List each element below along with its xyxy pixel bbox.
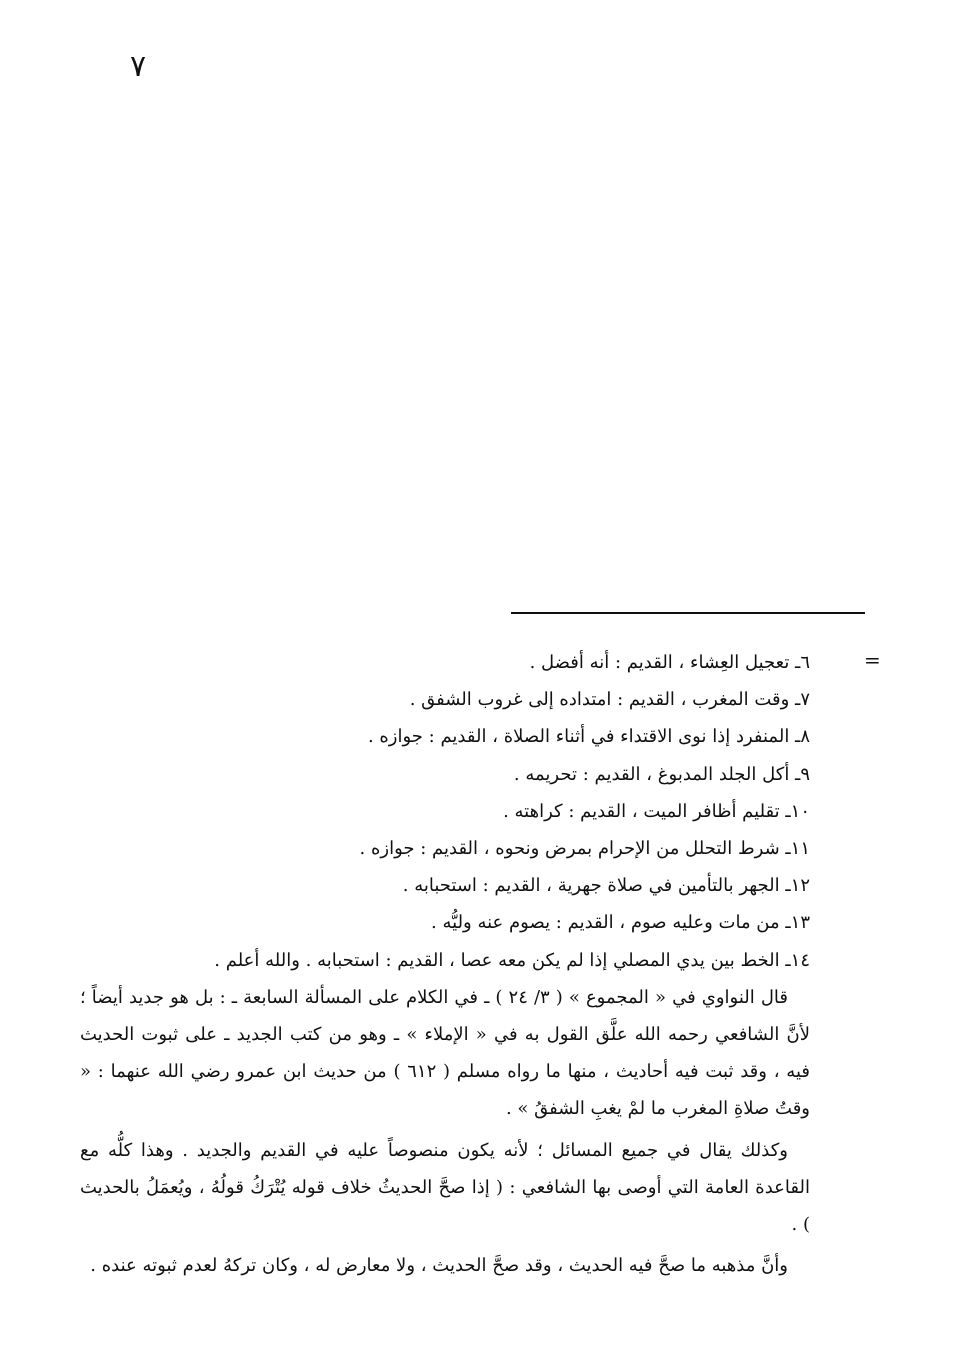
footnote-block <box>80 644 810 1284</box>
page-number: ٧ <box>130 49 147 84</box>
list-item: ٦ـ تعجيل العِشاء ، القديم : أنه أفضل . <box>529 652 810 673</box>
conclusion-paragraph: وأنَّ مذهبه ما صحَّ فيه الحديث ، وقد صحَّ الحديث ، ولا معارض له ، وكان تركهُ لعدم ثبوته عنده . <box>90 1255 788 1277</box>
list-item: ٨ـ المنفرد إذا نوى الاقتداء في أثناء الصلاة ، القديم : جوازه . <box>367 726 810 748</box>
nawawi-quote-paragraph: قال النواوي في « المجموع » ( ٣/ ٢٤ ) ـ في الكلام على المسألة السابعة ـ : بل هو جديد أيضاً ؛ لأنَّ الشافعي رحمه الله علَّق القول به في « الإملاء » ـ وهو من كتب الجديد ـ على ثبوت الحديث فيه ، وقد ثبت فيه أحاديث ، منها ما رواه مسلم ( ٦١٢ ) من حديث ابن عمرو رضي الله عنهما : « وقتُ صلاةِ المغرب ما لمْ يغبِ الشفقُ » . <box>80 986 810 1120</box>
general-rule-paragraph: وكذلك يقال في جميع المسائل ؛ لأنه يكون منصوصاً عليه في القديم والجديد . وهذا كلُّه مع القاعدة العامة التي أوصى بها الشافعي : ( إذا صحَّ الحديثُ خلاف قوله يُتْرَكُ قولُهُ ، ويُعمَلُ بالحديث ) . <box>80 1139 810 1235</box>
list-item: ١٠ـ تقليم أظافر الميت ، القديم : كراهته . <box>503 800 810 822</box>
list-item: ٩ـ أكل الجلد المدبوغ ، القديم : تحريمه . <box>513 763 810 785</box>
old-opinion-list <box>80 644 810 979</box>
list-item: ١١ـ شرط التحلل من الإحرام بمرض ونحوه ، القديم : جوازه . <box>359 837 810 859</box>
list-item: ١٤ـ الخط بين يدي المصلي إذا لم يكن معه عصا ، القديم : استحبابه . والله أعلم . <box>214 949 810 971</box>
list-item: ١٢ـ الجهر بالتأمين في صلاة جهرية ، القديم : استحبابه . <box>402 875 810 897</box>
list-item: ١٣ـ من مات وعليه صوم ، القديم : يصوم عنه وليُّه . <box>431 912 810 934</box>
footnote-separator-rule <box>511 612 865 614</box>
list-item: ٧ـ وقت المغرب ، القديم : امتداده إلى غروب الشفق . <box>409 689 810 711</box>
footnote-continuation-mark: = <box>864 648 881 672</box>
